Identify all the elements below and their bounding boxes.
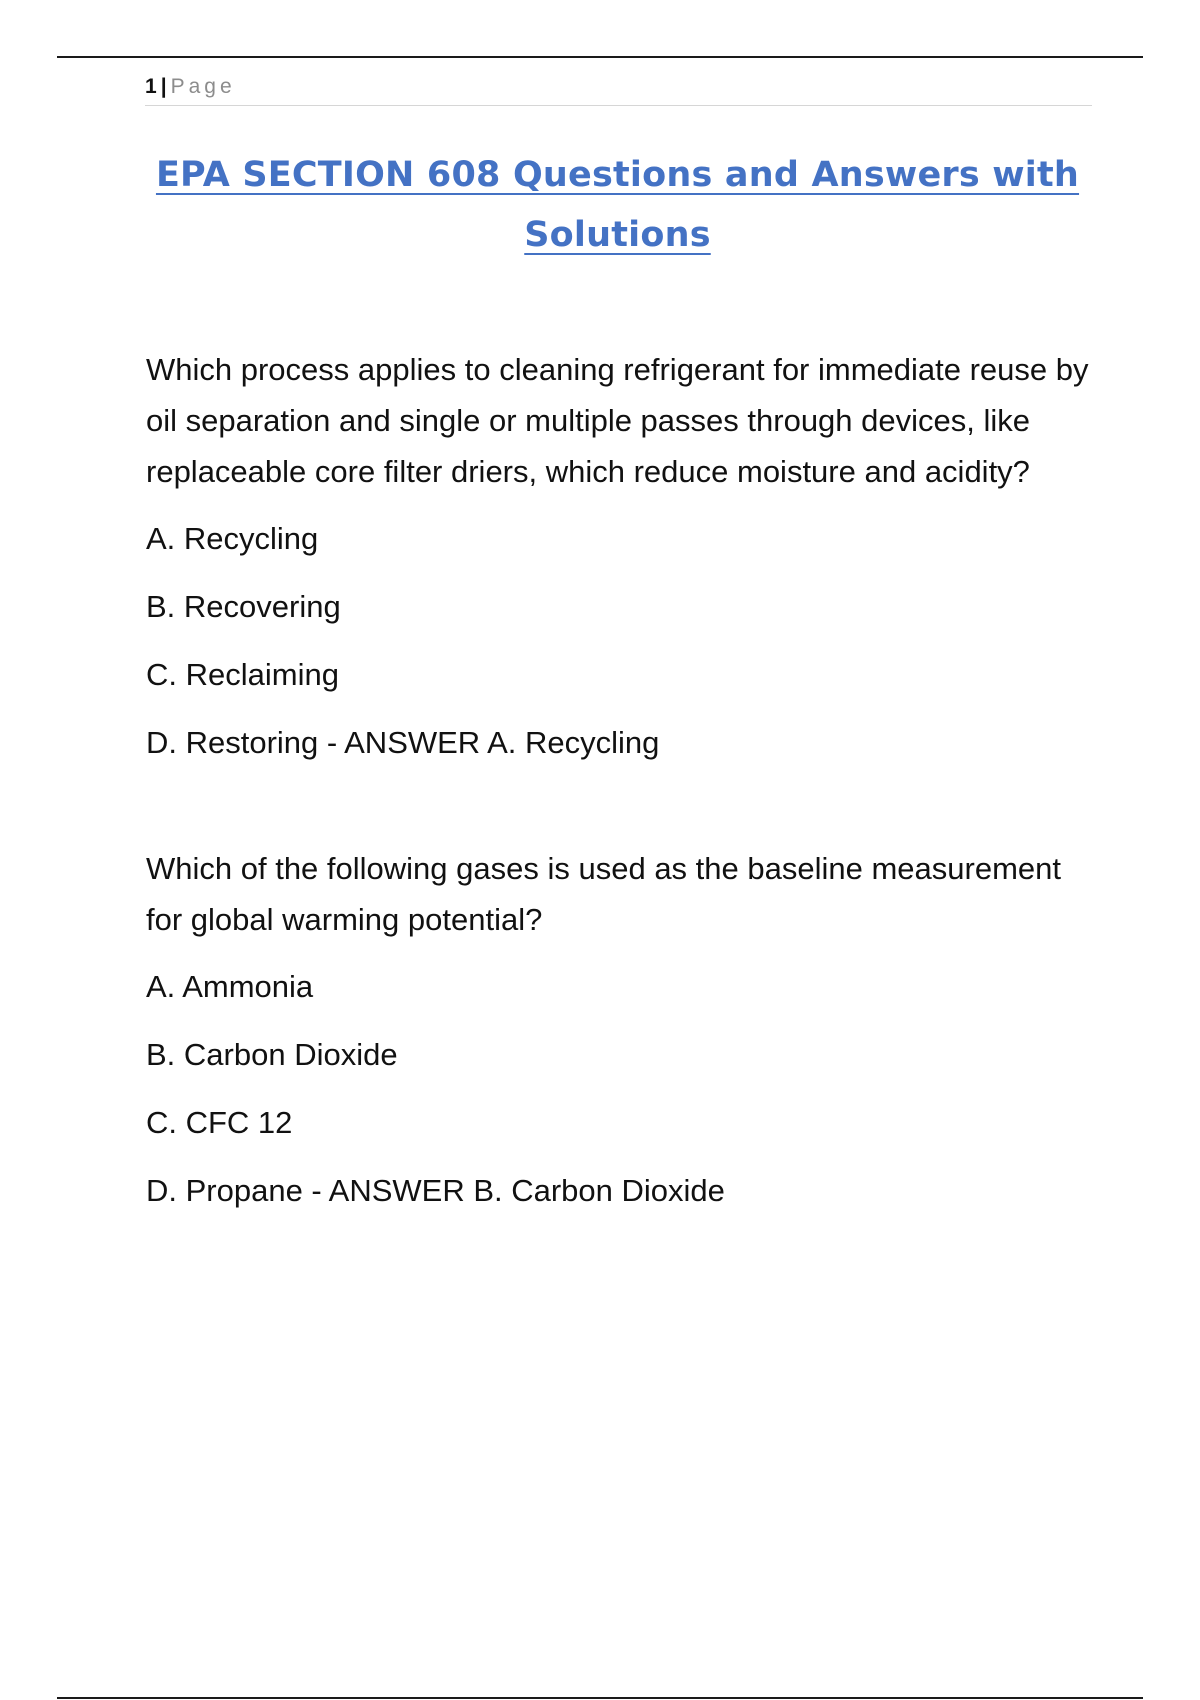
- answer-option: A. Recycling: [146, 521, 319, 556]
- answer-option: C. Reclaiming: [146, 657, 339, 692]
- page-number: 1: [145, 75, 157, 98]
- answer-option: A. Ammonia: [146, 969, 314, 1004]
- question-text: Which of the following gases is used as the baseline measurement for global warming potential?: [146, 851, 1061, 937]
- document-title: [120, 145, 1115, 265]
- page-separator: |: [160, 75, 167, 98]
- answer-option: C. CFC 12: [146, 1105, 293, 1140]
- title-line-2: Solutions: [524, 215, 711, 255]
- answer-option: D. Propane - ANSWER B. Carbon Dioxide: [146, 1173, 725, 1208]
- answer-option: D. Restoring - ANSWER A. Recycling: [146, 725, 660, 760]
- question-block: [146, 843, 1096, 1225]
- bottom-rule: [57, 1697, 1143, 1699]
- question-text: Which process applies to cleaning refrigerant for immediate reuse by oil separation and single or multiple passes through devices, like replaceable core filter driers, which reduce moisture and acidity?: [146, 352, 1089, 489]
- page-header: [145, 72, 1092, 106]
- page-label: Page: [170, 75, 236, 98]
- answer-option: B. Recovering: [146, 589, 341, 624]
- title-line-1: EPA SECTION 608 Questions and Answers with: [155, 155, 1080, 195]
- top-rule: [57, 56, 1143, 58]
- question-block: [146, 344, 1096, 777]
- answer-option: B. Carbon Dioxide: [146, 1037, 398, 1072]
- document-body: [146, 344, 1096, 1225]
